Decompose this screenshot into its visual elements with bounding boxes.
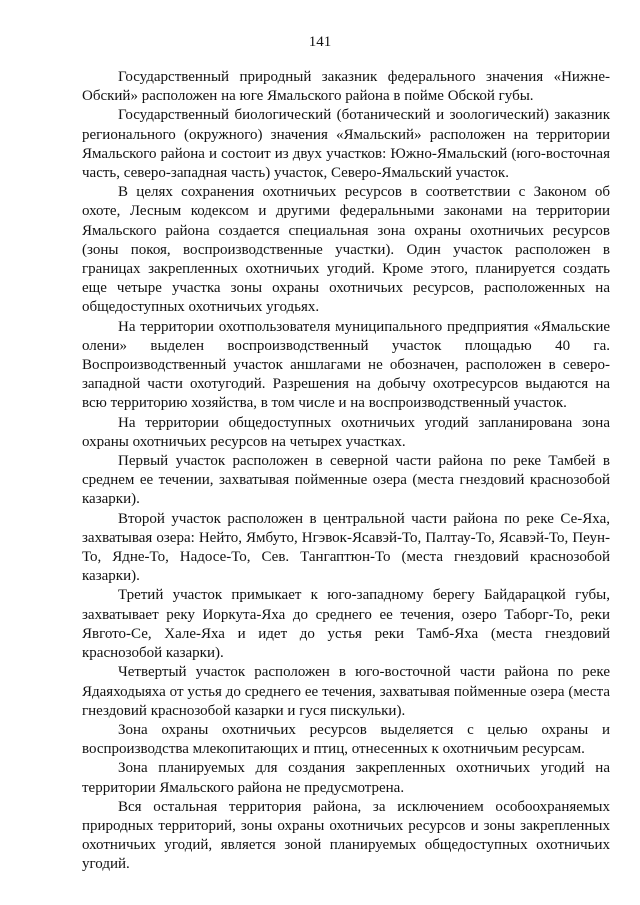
paragraph-remaining-territory: Вся остальная территория района, за исключением особоохраняемых природных территорий, зоны охраны охотничьих ресурсов и зоны закрепленных охотничьих угодий, является зоной планируемых общедоступных охотничьих угодий. bbox=[82, 798, 610, 873]
paragraph-third-site: Третий участок примыкает к юго-западному берегу Байдарацкой губы, захватывает реку Иоркута-Яха до среднего ее течения, озеро Таборг-То, реки Явгото-Се, Хале-Яха и идет до устья реки Тамб-Яха (места гнездовий краснозобой казарки). bbox=[82, 587, 610, 662]
paragraph-yamalskie-oleni: На территории охотпользователя муниципального предприятия «Ямальские олени» выделен воспроизводственный участок площадью 40 га. Воспроизводственный участок аншлагами не обозначен, расположен в северо-западной части охотугодий. Разрешения на добычу охотресурсов выдаются на всю территорию хозяйства, в том числе и на воспроизводственный участок. bbox=[82, 318, 610, 412]
paragraph-yamalsky-reserve: Государственный биологический (ботанический и зоологический) заказник регионального (окружного) значения «Ямальский» расположен на территории Ямальского района и состоит из двух участков: Южно-Ямальский (юго-восточная часть, северо-западная часть) участок, Северо-Ямальский участок. bbox=[82, 107, 610, 182]
body-text bbox=[82, 68, 610, 875]
paragraph-protection-zone: В целях сохранения охотничьих ресурсов в соответствии с Законом об охоте, Лесным кодексом и другими федеральными законами на территории Ямальского района создается специальная зона охраны охотничьих ресурсов (зоны покоя, воспроизводственные участки). Один участок расположен в границах закрепленных охотничьих угодий. Кроме этого, планируется создать еще четыре участка зоны охраны охотничьих ресурсов, расположенных на общедоступных охотничьих угодьях. bbox=[82, 184, 610, 316]
paragraph-first-site: Первый участок расположен в северной части района по реке Тамбей в среднем ее течении, захватывая пойменные озера (места гнездовий краснозобой казарки). bbox=[82, 453, 610, 508]
paragraph-second-site: Второй участок расположен в центральной части района по реке Се-Яха, захватывая озера: Нейто, Ямбуто, Нгэвок-Ясавэй-То, Палтау-То, Ясавэй-То, Пеун-То, Ядне-То, Надосе-То, Сев. Тангаптюн-То (места гнездовий краснозобой казарки). bbox=[82, 510, 610, 585]
page-number: 141 bbox=[308, 34, 332, 50]
paragraph-fourth-site: Четвертый участок расположен в юго-восточной части района по реке Ядаяходыяха от устья до среднего ее течения, захватывая пойменные озера (места гнездовий краснозобой казарки и гуся пискульки). bbox=[82, 664, 610, 719]
paragraph-planned-fixed-lands: Зона планируемых для создания закрепленных охотничьих угодий на территории Ямальского района не предусмотрена. bbox=[82, 760, 610, 796]
paragraph-zone-purpose: Зона охраны охотничьих ресурсов выделяется с целью охраны и воспроизводства млекопитающих и птиц, отнесенных к охотничьим ресурсам. bbox=[82, 721, 610, 758]
paragraph-public-lands-zone: На территории общедоступных охотничьих угодий запланирована зона охраны охотничьих ресурсов на четырех участках. bbox=[82, 414, 610, 450]
paragraph-nizhne-obsky-reserve: Государственный природный заказник федерального значения «Нижне-Обский» расположен на юге Ямальского района в пойме Обской губы. bbox=[82, 69, 610, 105]
